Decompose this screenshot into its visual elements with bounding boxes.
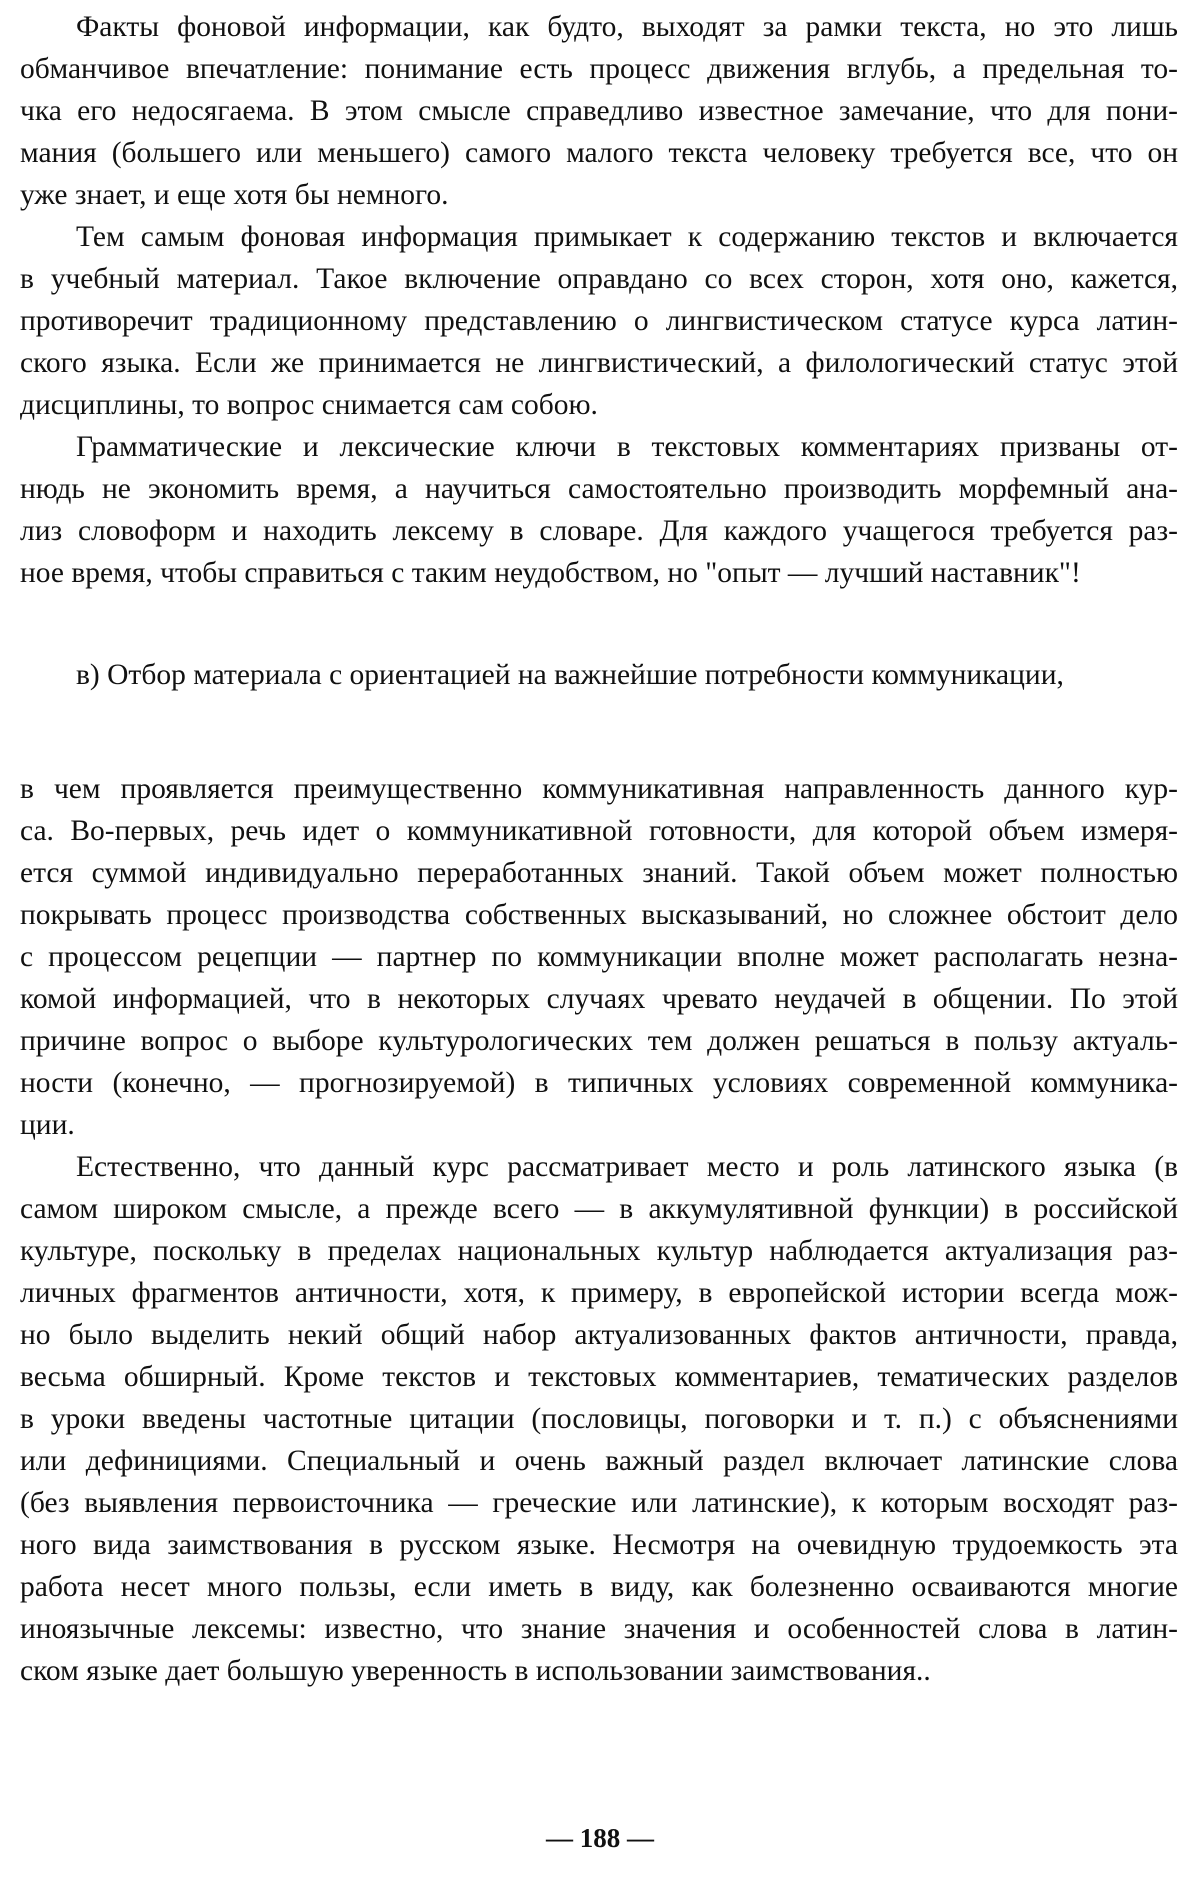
text-line: с процессом рецепции — партнер по коммуникации вполне может располагать незна-	[20, 941, 1178, 973]
text-line: са. Во-первых, речь идет о коммуникативной готовности, для которой объем измеря-	[20, 815, 1178, 847]
text-line: причине вопрос о выборе культурологических тем должен решаться в пользу актуаль-	[20, 1025, 1178, 1057]
text-line: обманчивое впечатление: понимание есть процесс движения вглубь, а предельная то-	[20, 53, 1178, 85]
text-line: или дефинициями. Специальный и очень важный раздел включает латинские слова	[20, 1445, 1178, 1477]
text-line: уже знает, и еще хотя бы немного.	[20, 179, 449, 211]
text-line: нюдь не экономить время, а научиться самостоятельно производить морфемный ана-	[20, 473, 1178, 505]
text-line: Естественно, что данный курс рассматривает место и роль латинского языка (в	[76, 1151, 1178, 1183]
text-line: Факты фоновой информации, как будто, выходят за рамки текста, но это лишь	[76, 11, 1178, 43]
text-line: Тем самым фоновая информация примыкает к содержанию текстов и включается	[76, 221, 1178, 253]
text-line: комой информацией, что в некоторых случаях чревато неудачей в общении. По этой	[20, 983, 1178, 1015]
text-line: иноязычные лексемы: известно, что знание значения и особенностей слова в латин-	[20, 1613, 1178, 1645]
text-line: мания (большего или меньшего) самого малого текста человеку требуется все, что он	[20, 137, 1178, 169]
text-line: ного вида заимствования в русском языке. Несмотря на очевидную трудоемкость эта	[20, 1529, 1178, 1561]
paragraph-3	[20, 426, 1178, 594]
text-line: дисциплины, то вопрос снимается сам собою.	[20, 389, 598, 421]
text-line: в чем проявляется преимущественно коммуникативная направленность данного кур-	[20, 773, 1178, 805]
text-line: Грамматические и лексические ключи в текстовых комментариях призваны от-	[76, 431, 1178, 463]
text-line: ное время, чтобы справиться с таким неудобством, но "опыт — лучший наставник"!	[20, 557, 1081, 589]
text-line: лиз словоформ и находить лексему в словаре. Для каждого учащегося требуется раз-	[20, 515, 1178, 547]
paragraph-4	[20, 768, 1178, 1146]
text-line: но было выделить некий общий набор актуализованных фактов античности, правда,	[20, 1319, 1178, 1351]
text-line: ности (конечно, — прогнозируемой) в типичных условиях современной коммуника-	[20, 1067, 1178, 1099]
text-line: работа несет много пользы, если иметь в виду, как болезненно осваиваются многие	[20, 1571, 1178, 1603]
text-line: ется суммой индивидуально переработанных знаний. Такой объем может полностью	[20, 857, 1178, 889]
text-line: (без выявления первоисточника — греческие или латинские), к которым восходят раз-	[20, 1487, 1178, 1519]
text-line: ского языка. Если же принимается не лингвистический, а филологический статус этой	[20, 347, 1178, 379]
text-line: покрывать процесс производства собственных высказываний, но сложнее обстоит дело	[20, 899, 1178, 931]
text-line: чка его недосягаема. В этом смысле справедливо известное замечание, что для пони-	[20, 95, 1178, 127]
paragraph-2	[20, 216, 1178, 426]
paragraph-1	[20, 6, 1178, 216]
section-heading: в) Отбор материала с ориентацией на важнейшие потребности коммуникации,	[76, 659, 1064, 691]
text-line: ции.	[20, 1109, 75, 1141]
text-line: в уроки введены частотные цитации (пословицы, поговорки и т. п.) с объяснениями	[20, 1403, 1178, 1435]
text-line: в учебный материал. Такое включение оправдано со всех сторон, хотя оно, кажется,	[20, 263, 1178, 295]
text-line: культуре, поскольку в пределах национальных культур наблюдается актуализация раз-	[20, 1235, 1178, 1267]
page-number: — 188 —	[546, 1823, 654, 1853]
text-line: личных фрагментов античности, хотя, к примеру, в европейской истории всегда мож-	[20, 1277, 1178, 1309]
text-line: весьма обширный. Кроме текстов и текстовых комментариев, тематических разделов	[20, 1361, 1178, 1393]
text-line: самом широком смысле, а прежде всего — в аккумулятивной функции) в российской	[20, 1193, 1178, 1225]
text-line: противоречит традиционному представлению о лингвистическом статусе курса латин-	[20, 305, 1178, 337]
paragraph-5	[20, 1146, 1178, 1692]
text-line: ском языке дает большую уверенность в использовании заимствования..	[20, 1655, 931, 1687]
